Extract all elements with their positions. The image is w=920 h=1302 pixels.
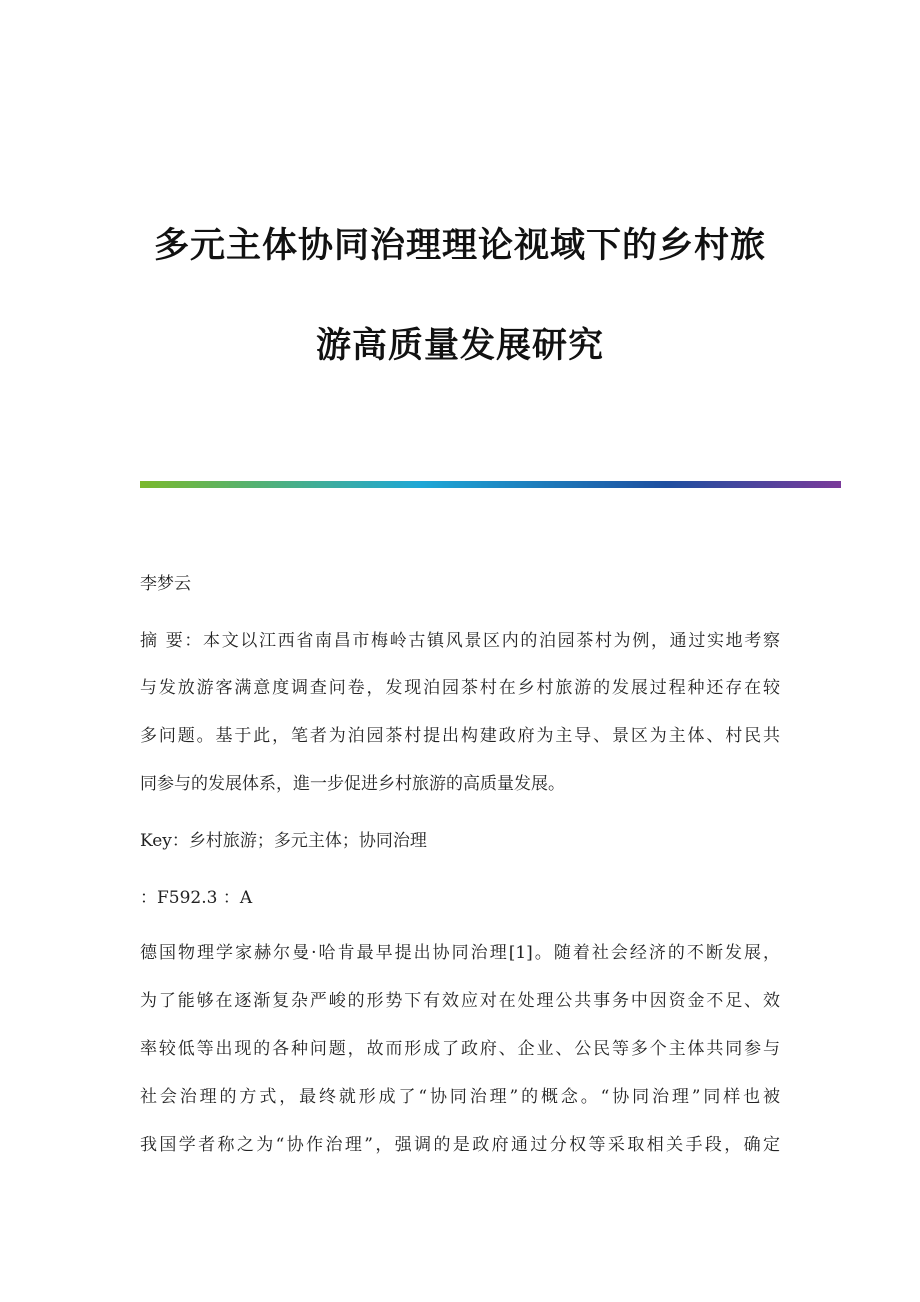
abstract-line: 摘 要：本文以江西省南昌市梅岭古镇风景区内的泊园茶村为例，通过实地考察 — [140, 631, 780, 651]
abstract-line: 同参与的发展体系，進一步促进乡村旅游的高质量发展。 — [140, 774, 565, 794]
body-line: 我国学者称之为“协作治理”，强调的是政府通过分权等采取相关手段，确定 — [140, 1135, 780, 1155]
classification-code: ：F592.3 ：A — [140, 888, 253, 908]
abstract-line: 与发放游客满意度调查问卷，发现泊园茶村在乡村旅游的发展过程种还存在较 — [140, 678, 780, 698]
gradient-divider — [140, 481, 841, 488]
body-line: 为了能够在逐渐复杂严峻的形势下有效应对在处理公共事务中因资金不足、效 — [140, 991, 780, 1011]
abstract-line: 多问题。基于此，笔者为泊园茶村提出构建政府为主导、景区为主体、村民共 — [140, 726, 780, 746]
author-name: 李梦云 — [140, 574, 191, 594]
keywords: Key：乡村旅游；多元主体；协同治理 — [140, 831, 427, 851]
body-line: 社会治理的方式，最终就形成了“协同治理”的概念。“协同治理”同样也被 — [140, 1087, 780, 1107]
paper-title-line-2: 游高质量发展研究 — [315, 326, 604, 366]
paper-title-line-1: 多元主体协同治理理论视域下的乡村旅 — [153, 226, 766, 266]
body-line: 率较低等出现的各种问题，故而形成了政府、企业、公民等多个主体共同参与 — [140, 1039, 780, 1059]
body-line: 德国物理学家赫尔曼·哈肯最早提出协同治理[1]。随着社会经济的不断发展， — [140, 943, 780, 963]
